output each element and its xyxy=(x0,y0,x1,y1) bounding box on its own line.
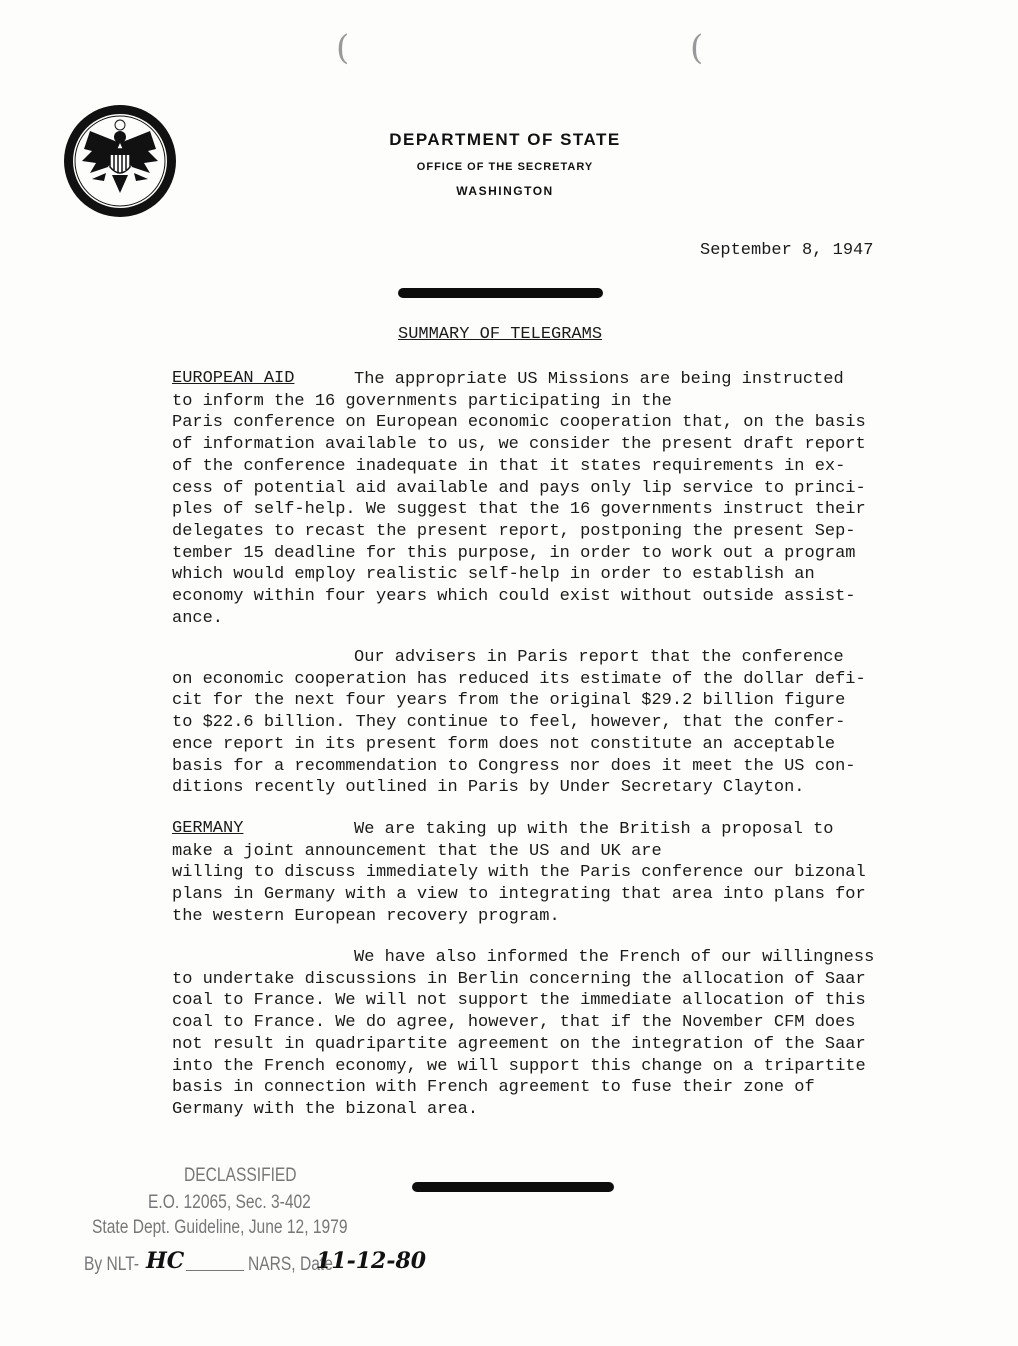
declassified-nars-label: NARS, Date xyxy=(248,1254,333,1275)
section-label-european-aid: EUROPEAN AID xyxy=(172,369,295,388)
document-title: SUMMARY OF TELEGRAMS xyxy=(398,325,603,344)
european-aid-paragraph-1: to inform the 16 governments participating in the Paris conference on European economic cooperation that, on the basis of information available to us, we consider the present draft report of the conference inadequate in that it states requirements in ex- cess of potential aid available and pays only lip service to princi- ples of self-help. We suggest that the 16 governments instruct their delegates to recast the present report, postponing the present Sep- tember 15 deadline for this purpose, in order to work out a program which would employ realistic self-help in order to establish an economy within four years which could exist without outside assist- ance. xyxy=(172,391,866,628)
punch-mark-right: ( xyxy=(690,28,704,68)
letterhead-city: WASHINGTON xyxy=(456,184,554,198)
punch-mark-left: ( xyxy=(336,28,350,68)
section-label-germany: GERMANY xyxy=(172,819,244,838)
redaction-bar-top xyxy=(398,288,603,298)
signature-underline xyxy=(186,1270,244,1271)
declassified-stamp: DECLASSIFIED xyxy=(184,1165,297,1186)
letterhead-department: DEPARTMENT OF STATE xyxy=(389,130,621,149)
declassified-initials: HC xyxy=(146,1248,185,1274)
declassified-guideline: State Dept. Guideline, June 12, 1979 xyxy=(92,1217,348,1238)
european-aid-paragraph-2: Our advisers in Paris report that the conference on economic cooperation has reduced its estimate of the dollar defi- cit for the next four years from the original $29.2 billion figure to $22.6 billion. They continue to feel, however, that the confer- ence report in its present form does not constitute an acceptable basis for a recommendation to Congress nor does it meet the US con- ditions recently outlined in Paris by Under Secretary Clayton. xyxy=(172,648,866,798)
great-seal-emblem xyxy=(62,103,178,219)
declassified-eo: E.O. 12065, Sec. 3-402 xyxy=(148,1192,311,1213)
germany-paragraph-1-first-line: We are taking up with the British a proposal to xyxy=(354,820,834,839)
document-date: September 8, 1947 xyxy=(700,241,874,260)
redaction-bar-bottom xyxy=(412,1182,614,1192)
germany-paragraph-2: We have also informed the French of our willingness to undertake discussions in Berlin concerning the allocation of Saar coal to France. We will not support the immediate allocation of this coal to France. We do agree, however, that if the November CFM does not result in quadripartite agreement on the integration of the Saar into the French economy, we will support this change on a tripartite basis in connection with French agreement to fuse their zone of Germany with the bizonal area. xyxy=(172,948,875,1119)
letterhead-office: OFFICE OF THE SECRETARY xyxy=(416,161,594,173)
germany-paragraph-1: make a joint announcement that the US and UK are willing to discuss immediately with the Paris conference our bizonal plans in Germany with a view to integrating that area into plans for the western European recovery program. xyxy=(172,841,866,926)
european-aid-paragraph-1-first-line: The appropriate US Missions are being instructed xyxy=(354,370,844,389)
declassified-by-label: By NLT- xyxy=(84,1254,140,1275)
declassified-date: 11-12-80 xyxy=(316,1248,427,1274)
